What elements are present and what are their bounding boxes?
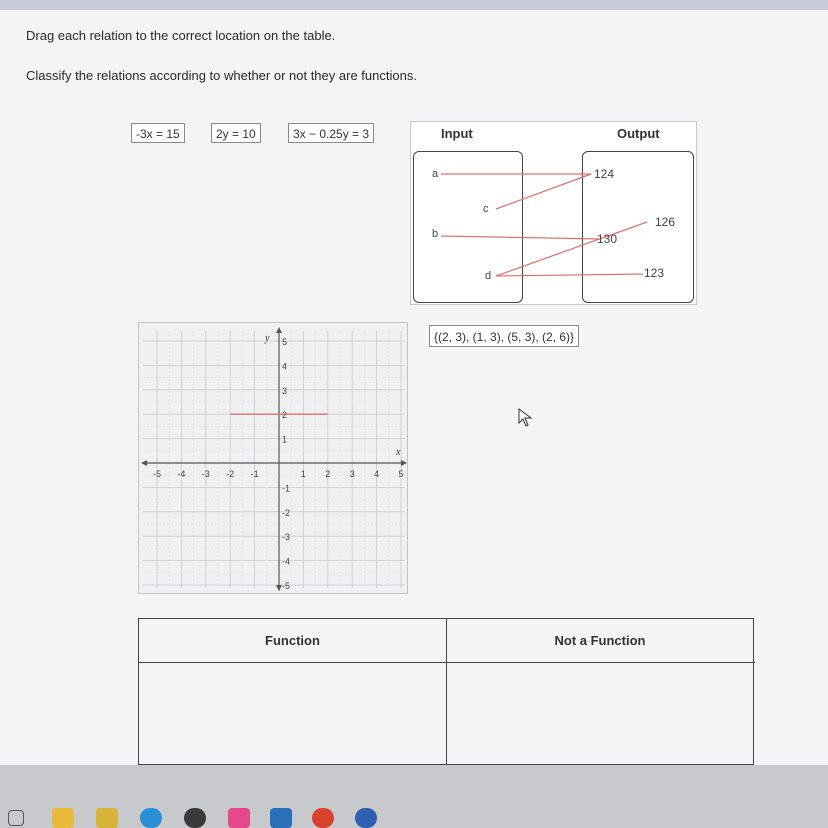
relation-chip-ordered-pairs[interactable]: {(2, 3), (1, 3), (5, 3), (2, 6)} bbox=[429, 325, 579, 347]
output-123: 123 bbox=[644, 266, 665, 280]
y-tick-label: 5 bbox=[282, 337, 288, 347]
y-axis-label: y bbox=[265, 333, 270, 344]
y-tick-label: -4 bbox=[282, 556, 291, 567]
input-c: c bbox=[483, 203, 489, 215]
edge-browser-icon[interactable] bbox=[140, 808, 162, 828]
camera-icon[interactable] bbox=[184, 808, 206, 828]
x-tick-label: 2 bbox=[325, 469, 331, 479]
x-tick-label: 3 bbox=[349, 469, 355, 479]
column-header-not-a-function: Not a Function bbox=[554, 633, 646, 648]
x-tick-label: 4 bbox=[374, 469, 380, 479]
x-axis-label: x bbox=[396, 447, 401, 458]
drop-zone-function[interactable] bbox=[139, 663, 446, 766]
y-tick-label: -2 bbox=[282, 507, 291, 518]
output-126: 126 bbox=[655, 215, 676, 229]
input-b: b bbox=[432, 228, 439, 240]
x-tick-label: -3 bbox=[201, 469, 210, 479]
input-d: d bbox=[485, 270, 492, 282]
instruction-drag: Drag each relation to the correct location on the table. bbox=[26, 28, 336, 43]
taskbar bbox=[0, 765, 828, 828]
y-tick-label: -1 bbox=[282, 483, 291, 494]
x-axis-arrow bbox=[401, 460, 407, 466]
task-view-icon[interactable] bbox=[8, 810, 24, 826]
relation-chip-eq3[interactable]: 3x − 0.25y = 3 bbox=[288, 123, 374, 143]
instruction-classify: Classify the relations according to whether or not they are functions. bbox=[26, 68, 417, 83]
output-124: 124 bbox=[594, 167, 615, 181]
y-tick-label: -3 bbox=[282, 532, 291, 543]
relation-chip-mapping-diagram[interactable] bbox=[410, 121, 697, 305]
x-axis-arrow-left bbox=[141, 460, 147, 466]
x-tick-label: 1 bbox=[300, 469, 306, 479]
x-tick-label: -5 bbox=[152, 469, 162, 479]
x-tick-label: -2 bbox=[226, 469, 235, 479]
file-explorer-icon[interactable] bbox=[52, 808, 74, 828]
mapping-input-label: Input bbox=[441, 126, 473, 141]
output-130: 130 bbox=[597, 232, 618, 246]
y-tick-label: 3 bbox=[282, 385, 288, 396]
relation-chip-eq1[interactable]: -3x = 15 bbox=[131, 123, 185, 143]
chrome-browser-icon[interactable] bbox=[312, 808, 334, 828]
top-bar bbox=[0, 0, 828, 10]
x-tick-label: -4 bbox=[177, 469, 186, 479]
drop-zone-not-a-function[interactable] bbox=[447, 663, 753, 766]
y-tick-label: 4 bbox=[282, 361, 288, 372]
photos-icon[interactable] bbox=[228, 808, 250, 828]
arrow-c-124 bbox=[496, 174, 591, 209]
input-a: a bbox=[432, 168, 439, 180]
arrow-d-126 bbox=[496, 222, 647, 276]
mouse-cursor-icon bbox=[518, 408, 534, 428]
x-tick-label: -1 bbox=[250, 469, 259, 479]
y-tick-label: 2 bbox=[282, 410, 288, 421]
arrow-b-130 bbox=[441, 236, 601, 239]
mapping-output-label: Output bbox=[617, 126, 660, 141]
arrow-d-123 bbox=[496, 274, 643, 276]
y-axis-arrow bbox=[276, 327, 282, 333]
y-tick-label: -5 bbox=[282, 581, 291, 591]
coordinate-grid bbox=[139, 323, 409, 595]
x-tick-label: 5 bbox=[398, 469, 404, 479]
column-header-function: Function bbox=[265, 633, 320, 648]
store-icon[interactable] bbox=[96, 808, 118, 828]
relation-chip-graph[interactable] bbox=[138, 322, 408, 594]
classification-table bbox=[138, 618, 754, 765]
hp-support-icon[interactable] bbox=[355, 808, 377, 828]
gallery-icon[interactable] bbox=[270, 808, 292, 828]
relation-chip-eq2[interactable]: 2y = 10 bbox=[211, 123, 261, 143]
y-tick-label: 1 bbox=[282, 434, 288, 445]
